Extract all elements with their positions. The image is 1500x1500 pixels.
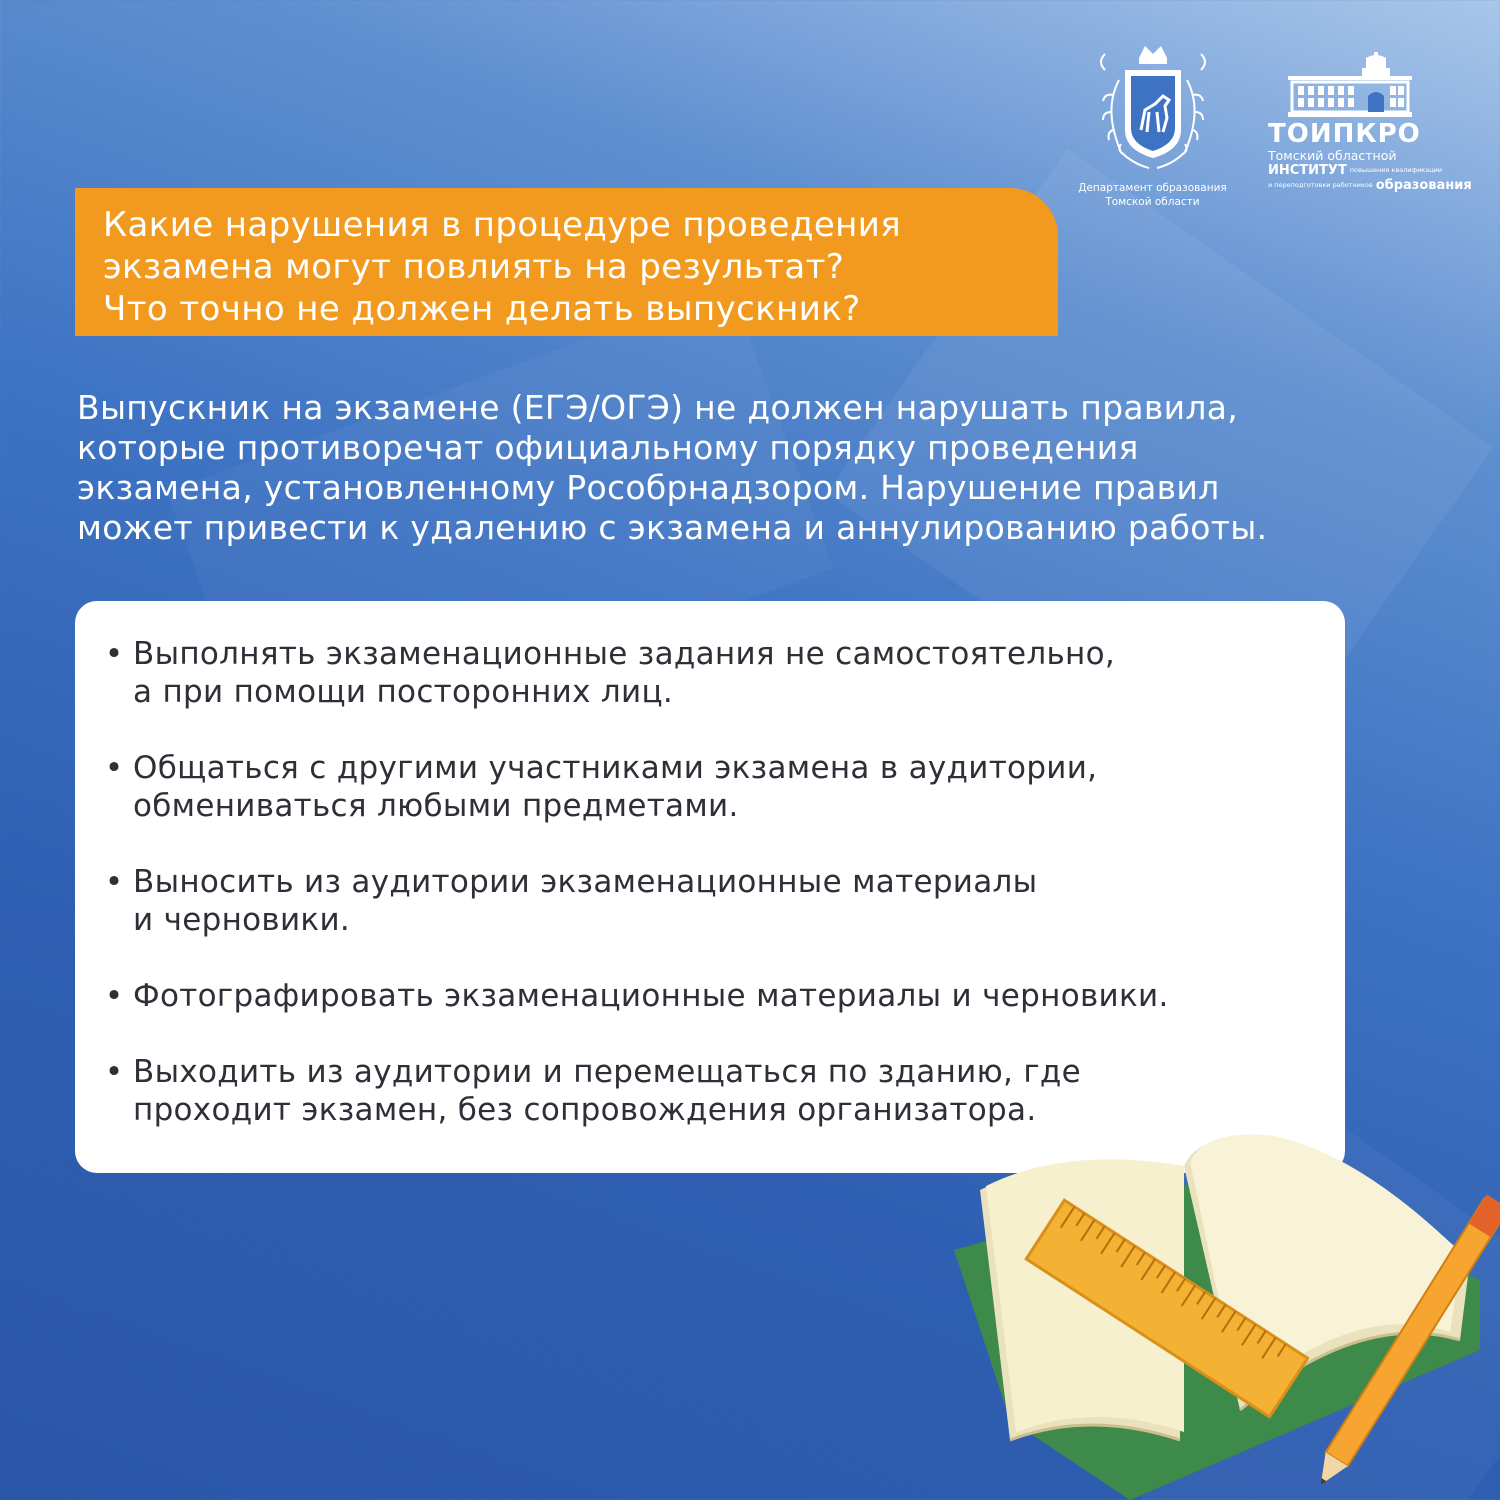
rule-text: Выходить из аудитории и перемещаться по зданию, где [133, 1054, 1082, 1090]
institute-brand: ТОИПКРО [1268, 119, 1421, 149]
rules-card [75, 601, 1345, 1173]
book-ruler-pencil-illustration [940, 1110, 1500, 1500]
bullet-icon: • [104, 636, 124, 672]
rule-item [99, 635, 1319, 711]
bullet-icon: • [104, 750, 124, 786]
bullet-icon: • [104, 864, 124, 900]
intro-line: может привести к удалению с экзамена и аннулированию работы. [77, 508, 1268, 547]
rule-item [99, 977, 1319, 1015]
rule-item [99, 863, 1319, 939]
coat-of-arms-icon [1083, 40, 1223, 175]
rule-text: а при помощи посторонних лиц. [133, 674, 674, 710]
institute-line3-big: образования [1375, 178, 1472, 193]
building-icon [1288, 52, 1412, 118]
rule-text: и черновики. [133, 902, 351, 938]
institute-line2-small: повышения квалификации [1349, 166, 1443, 174]
institute-line3-small: и переподготовки работников [1268, 181, 1373, 189]
intro-line: Выпускник на экзамене (ЕГЭ/ОГЭ) не должен нарушать правила, [77, 388, 1239, 427]
question-line: Какие нарушения в процедуре проведения [103, 205, 902, 245]
rule-text: Общаться с другими участниками экзамена в аудитории, [133, 750, 1098, 786]
bullet-icon: • [104, 1054, 124, 1090]
rule-text: обмениваться любыми предметами. [133, 788, 739, 824]
rule-item [99, 749, 1319, 825]
question-heading-box [75, 188, 1058, 336]
department-caption-line1: Департамент образования [1078, 182, 1227, 194]
institute-line1: Томский областной [1268, 148, 1397, 163]
intro-paragraph [77, 388, 1477, 548]
rule-text: Выполнять экзаменационные задания не самостоятельно, [133, 636, 1116, 672]
rule-text: Выносить из аудитории экзаменационные материалы [133, 864, 1038, 900]
intro-line: которые противоречат официальному порядку проведения [77, 428, 1139, 467]
institute-logo [1268, 52, 1472, 193]
rule-text: Фотографировать экзаменационные материалы и черновики. [133, 978, 1169, 1014]
intro-line: экзамена, установленному Рособрнадзором. Нарушение правил [77, 468, 1220, 507]
question-line: Что точно не должен делать выпускник? [103, 289, 861, 329]
bullet-icon: • [104, 978, 124, 1014]
institute-line2-big: ИНСТИТУТ [1268, 163, 1347, 178]
question-line: экзамена могут повлиять на результат? [103, 247, 845, 287]
department-logo [1070, 40, 1235, 209]
rule-text: проходит экзамен, без сопровождения организатора. [133, 1092, 1037, 1128]
department-caption-line2: Томской области [1105, 196, 1200, 208]
